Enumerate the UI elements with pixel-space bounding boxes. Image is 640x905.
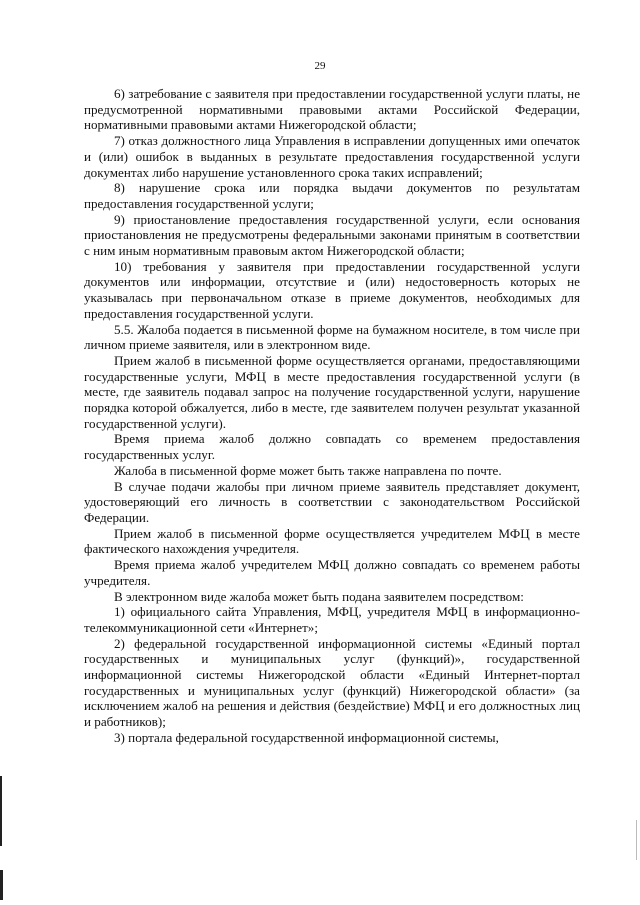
page-number: 29 xyxy=(314,60,326,72)
paragraph: 6) затребование с заявителя при предоставлении государственной услуги платы, не предусмотренной нормативными правовыми актами Российской Федерации, нормативными правовыми актами Нижегородской области; xyxy=(84,86,580,133)
paragraph: 1) официального сайта Управления, МФЦ, учредителя МФЦ в информационно-телекоммуникационной сети «Интернет»; xyxy=(84,604,580,635)
scan-edge-mark xyxy=(636,820,637,860)
paragraph: 7) отказ должностного лица Управления в исправлении допущенных ими опечаток и (или) ошибок в выданных в результате предоставления государственной услуги документах либо нарушение установленного срока таких исправлений; xyxy=(84,133,580,180)
paragraph: Время приема жалоб должно совпадать со временем предоставления государственных услуг. xyxy=(84,431,580,463)
paragraph: В электронном виде жалоба может быть подана заявителем посредством: xyxy=(114,588,524,604)
paragraph: Жалоба в письменной форме может быть также направлена по почте. xyxy=(114,462,502,478)
paragraph: 5.5. Жалоба подается в письменной форме на бумажном носителе, в том числе при личном приеме заявителя, или в электронном виде. xyxy=(84,321,580,353)
scan-edge-mark xyxy=(0,776,2,846)
document-body xyxy=(84,86,580,746)
paragraph: 3) портала федеральной государственной информационной системы, xyxy=(114,729,499,745)
scan-edge-mark xyxy=(0,870,3,900)
paragraph: В случае подачи жалобы при личном приеме заявитель представляет документ, удостоверяющий его личность в соответствии с законодательством Российской Федерации. xyxy=(84,478,580,525)
paragraph: 2) федеральной государственной информационной системы «Единый портал государственных и муниципальных услуг (функций)», государственной информационной системы Нижегородской области «Единый Интернет-портал государственных и муниципальных услуг (функций) Нижегородской области» (за исключением жалоб на решения и действия (бездействие) МФЦ и его должностных лиц и работников); xyxy=(84,635,580,730)
paragraph: 9) приостановление предоставления государственной услуги, если основания приостановления не предусмотрены федеральными законами принятым в соответствии с ним иным нормативным правовым актом Нижегородской области; xyxy=(84,211,580,259)
paragraph: Прием жалоб в письменной форме осуществляется органами, предоставляющими государственные услуги, МФЦ в месте предоставления государственной услуги (в месте, где заявитель подавал запрос на получение государственной услуги, нарушение порядка которой обжалуется, либо в месте, где заявителем получен результат указанной государственной услуги). xyxy=(84,352,580,431)
paragraph: Время приема жалоб учредителем МФЦ должно совпадать со временем работы учредителя. xyxy=(84,557,580,588)
paragraph: 8) нарушение срока или порядка выдачи документов по результатам предоставления государственной услуги; xyxy=(84,180,580,211)
paragraph: 10) требования у заявителя при предоставлении государственной услуги документов или информации, отсутствие и (или) недостоверность которых не указывалась при первоначальном отказе в приеме документов, необходимых для предоставления государственной услуги. xyxy=(84,258,580,321)
paragraph: Прием жалоб в письменной форме осуществляется учредителем МФЦ в месте фактического нахождения учредителя. xyxy=(84,525,580,557)
